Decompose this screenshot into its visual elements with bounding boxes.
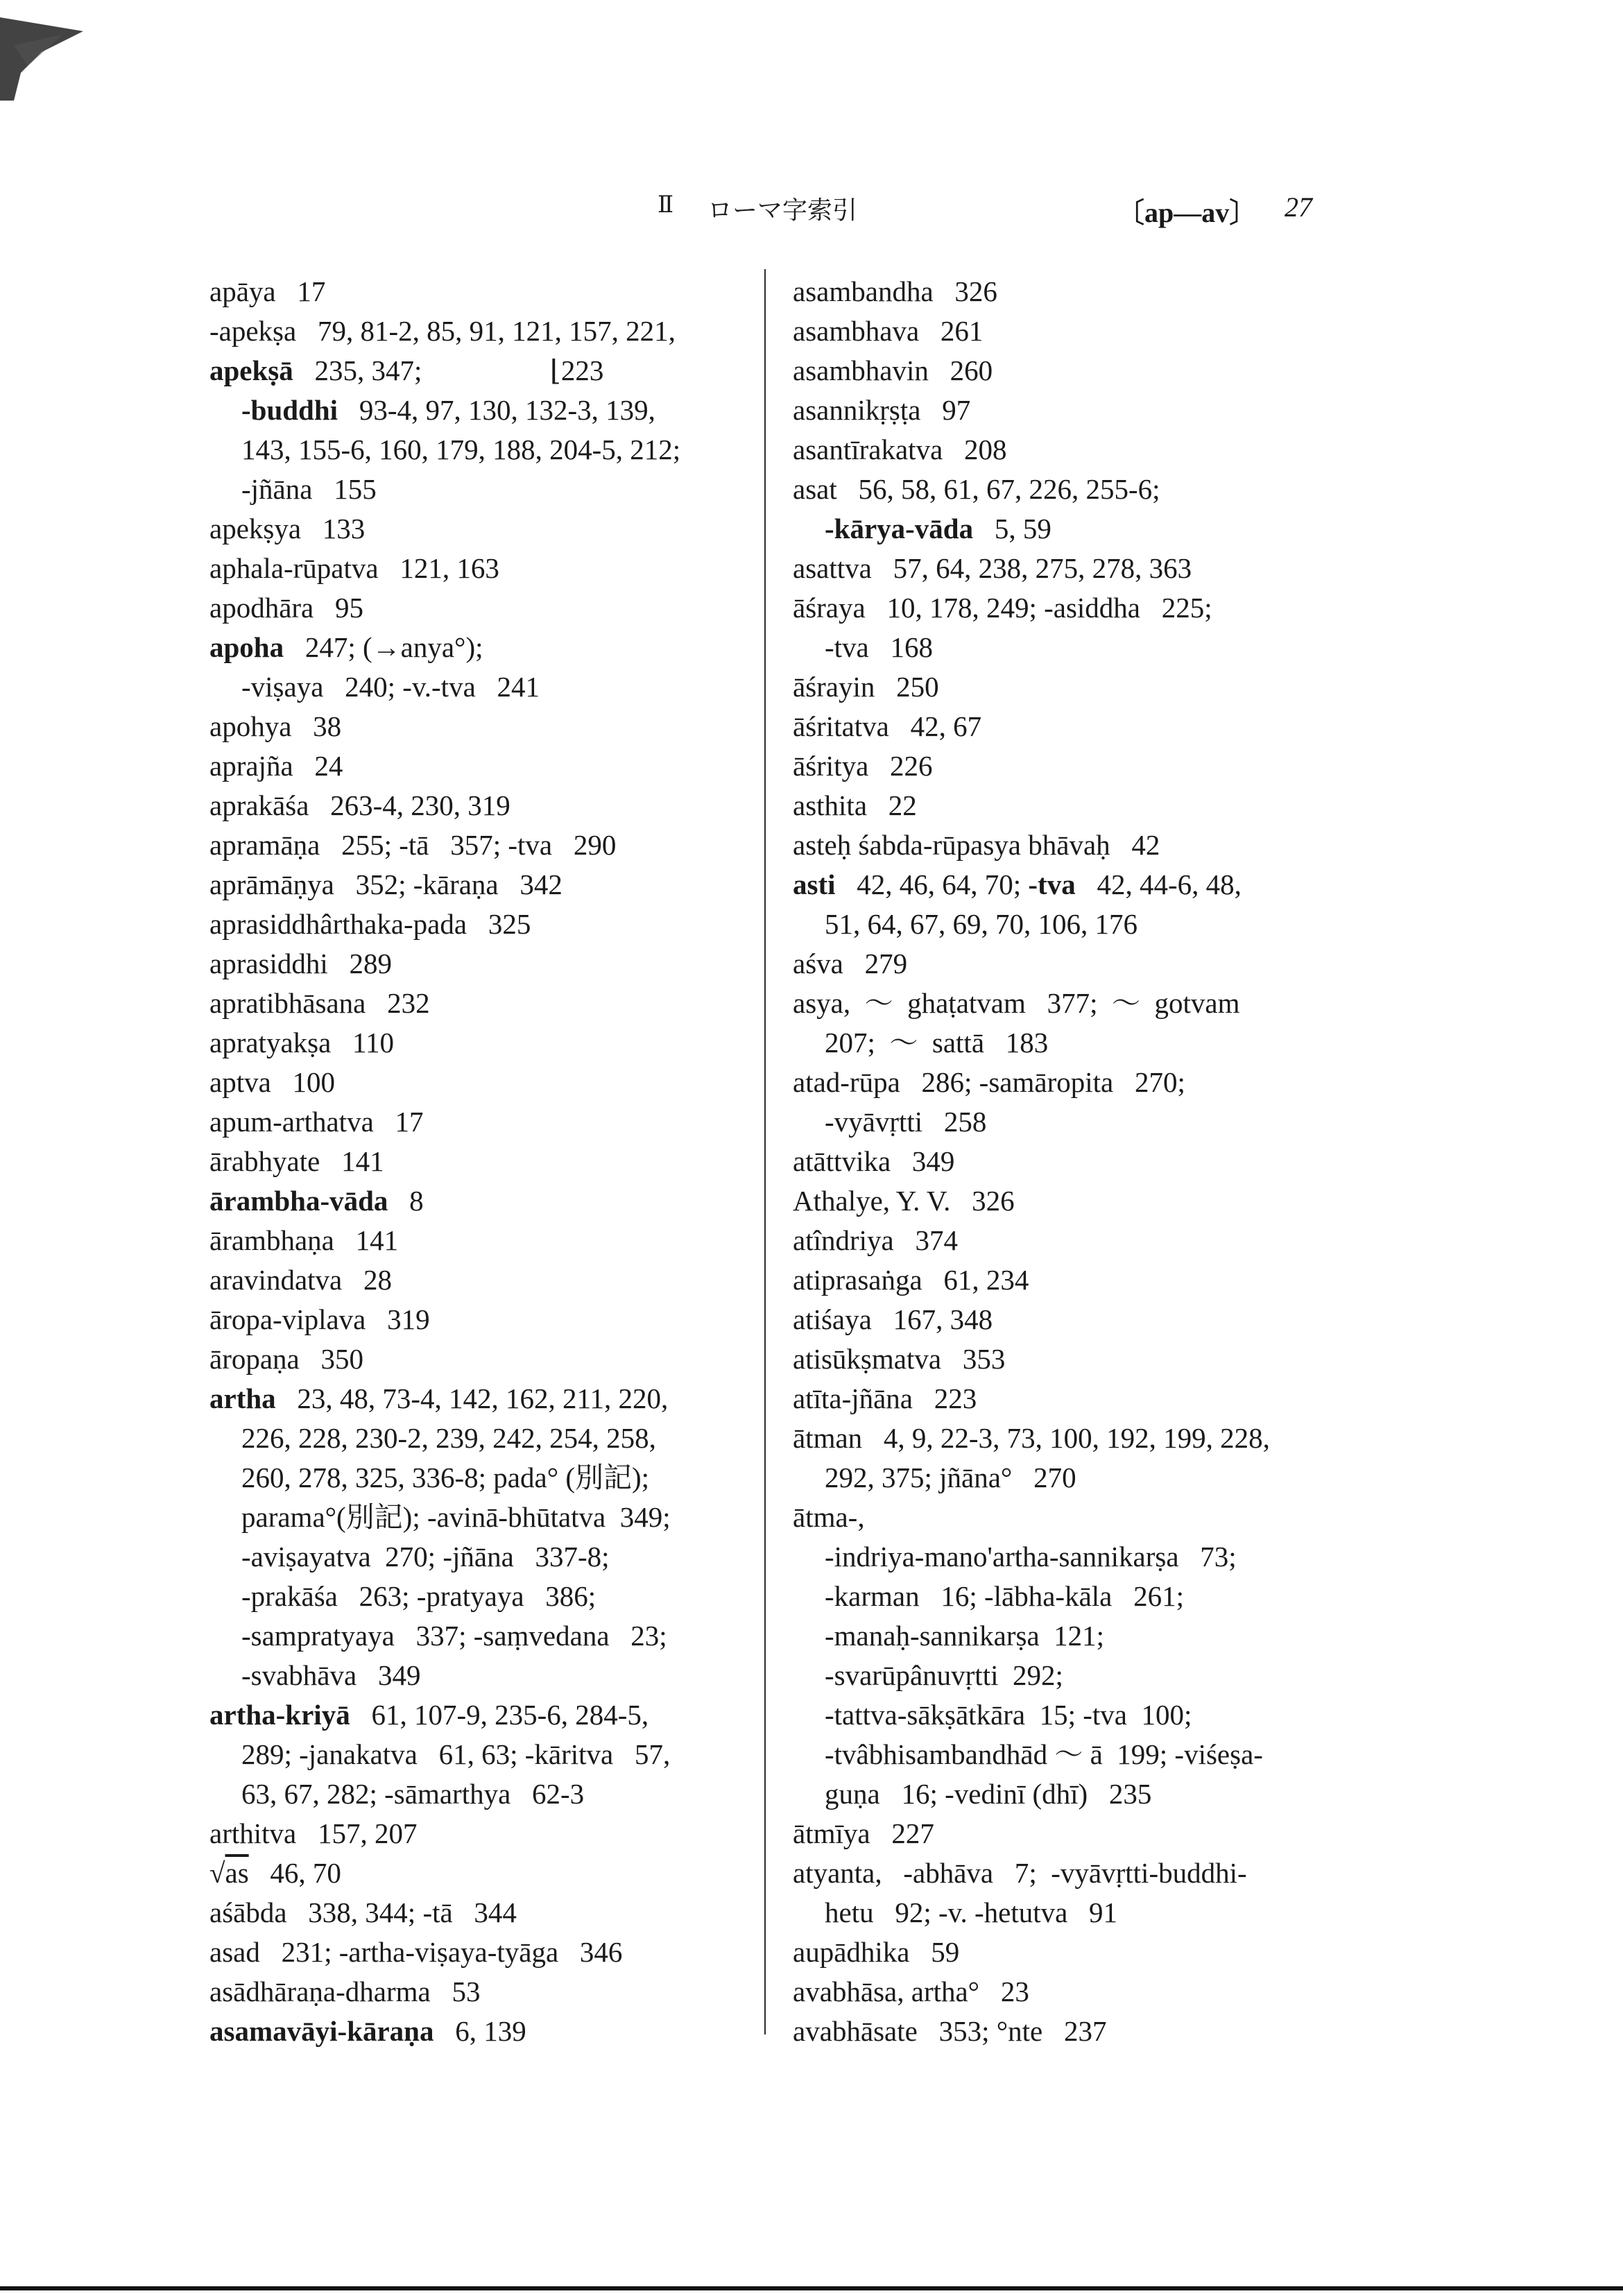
entry-text: asya, ～ ghaṭatvam 377; ～ gotvam xyxy=(793,987,1240,1019)
entry-text: 6, 139 xyxy=(433,2015,526,2047)
entry-text: aptva 100 xyxy=(209,1066,336,1098)
entry-text: -karman 16; -lābha-kāla 261; xyxy=(825,1580,1185,1612)
entry-text: ātma-, xyxy=(793,1501,865,1533)
entry-text: atāttvika 349 xyxy=(793,1145,955,1177)
index-entry-line xyxy=(209,1063,764,1102)
index-entry-line xyxy=(209,1656,764,1695)
index-entry-line xyxy=(793,391,1348,430)
index-entry-line xyxy=(209,509,764,549)
entry-text: atad-rūpa 286; -samāropita 270; xyxy=(793,1066,1185,1098)
entry-text: -manaḥ-sannikarṣa 121; xyxy=(825,1620,1105,1652)
index-entry-line xyxy=(793,351,1348,391)
index-entry-line xyxy=(793,509,1348,549)
entry-text: apāya 17 xyxy=(209,275,326,307)
index-entry-line xyxy=(209,1853,764,1893)
entry-text: asambhava 261 xyxy=(793,315,984,347)
entry-text: -svarūpânuvṛtti 292; xyxy=(825,1659,1063,1691)
index-entry-line xyxy=(793,470,1348,509)
index-entry-line xyxy=(793,905,1348,944)
column-divider xyxy=(764,269,766,2034)
entry-text: 235, 347; ⌊223 xyxy=(293,354,604,386)
index-entry-line xyxy=(209,905,764,944)
header-title: ローマ字索引 xyxy=(707,196,858,225)
entry-text: āśrayin 250 xyxy=(793,671,939,703)
entry-text: -viṣaya 240; -v.-tva 241 xyxy=(241,671,540,703)
entry-text: atyanta, -abhāva 7; -vyāvṛtti-buddhi- xyxy=(793,1857,1247,1889)
entry-text: aupādhika 59 xyxy=(793,1936,960,1968)
index-entry-line xyxy=(793,667,1348,707)
entry-text: aprakāśa 263-4, 230, 319 xyxy=(209,789,510,821)
index-entry-line xyxy=(209,588,764,628)
entry-text: apratibhāsana 232 xyxy=(209,987,430,1019)
entry-text: āropaṇa 350 xyxy=(209,1343,363,1375)
index-entry-line xyxy=(209,786,764,825)
entry-text: 226, 228, 230-2, 239, 242, 254, 258, xyxy=(241,1422,656,1454)
index-entry-line xyxy=(209,746,764,786)
entry-text: ātman 4, 9, 22-3, 73, 100, 192, 199, 228, xyxy=(793,1422,1270,1454)
root-symbol-entry: √as xyxy=(209,1857,249,1889)
entry-text: hetu 92; -v. -hetutva 91 xyxy=(825,1896,1118,1928)
index-entry-line xyxy=(793,1458,1348,1498)
entry-text: 207; ～ sattā 183 xyxy=(825,1027,1049,1059)
entry-text: apohya 38 xyxy=(209,710,342,742)
entry-text: aprasiddhi 289 xyxy=(209,948,393,979)
index-entry-line xyxy=(209,944,764,984)
index-entry-line xyxy=(793,1893,1348,1933)
index-entry-line xyxy=(793,707,1348,746)
index-entry-line xyxy=(209,1972,764,2012)
entry-text: 292, 375; jñāna° 270 xyxy=(825,1462,1076,1493)
header-page-number: 27 xyxy=(1285,191,1312,223)
entry-headword: asamavāyi-kāraṇa xyxy=(209,2015,434,2047)
index-entry-line xyxy=(209,865,764,905)
entry-text: -tvâbhisambandhād ～ ā 199; -viśeṣa- xyxy=(825,1738,1263,1770)
index-entry-line xyxy=(793,1023,1348,1063)
entry-text: -tva 168 xyxy=(825,631,933,663)
index-entry-line xyxy=(209,1260,764,1300)
entry-text: aprāmāṇya 352; -kāraṇa 342 xyxy=(209,868,563,900)
entry-text: asādhāraṇa-dharma 53 xyxy=(209,1976,481,2007)
entry-text: aprasiddhârthaka-pada 325 xyxy=(209,908,531,940)
entry-headword: artha-kriyā xyxy=(209,1699,350,1731)
entry-text: avabhāsa, artha° 23 xyxy=(793,1976,1029,2007)
index-entry-line xyxy=(209,1102,764,1142)
index-entry-line xyxy=(793,2012,1348,2051)
entry-subheadword: -tva xyxy=(1028,868,1076,900)
entry-text: atīta-jñāna 223 xyxy=(793,1382,977,1414)
entry-text: -apekṣa 79, 81-2, 85, 91, 121, 157, 221, xyxy=(209,315,676,347)
index-entry-line xyxy=(209,1221,764,1260)
index-entry-line xyxy=(793,1063,1348,1102)
index-entry-line xyxy=(793,1181,1348,1221)
entry-text: 8 xyxy=(388,1185,424,1217)
index-entry-line xyxy=(209,667,764,707)
scan-bottom-edge xyxy=(0,2286,1623,2290)
entry-text: apum-arthatva 17 xyxy=(209,1106,424,1138)
entry-text: -svabhāva 349 xyxy=(241,1659,421,1691)
index-entry-line xyxy=(793,588,1348,628)
index-entry-line xyxy=(793,1300,1348,1339)
index-entry-line xyxy=(793,1814,1348,1853)
entry-text: āśritatva 42, 67 xyxy=(793,710,982,742)
index-entry-line xyxy=(209,1537,764,1577)
entry-text: -aviṣayatva 270; -jñāna 337-8; xyxy=(241,1541,610,1573)
index-entry-line xyxy=(793,1339,1348,1379)
index-entry-line xyxy=(209,1695,764,1735)
entry-text: ārabhyate 141 xyxy=(209,1145,384,1177)
index-column-left xyxy=(209,272,764,2051)
index-entry-line xyxy=(793,984,1348,1023)
index-entry-line xyxy=(793,430,1348,470)
entry-text: asantīrakatva 208 xyxy=(793,434,1007,465)
entry-text: asad 231; -artha-viṣaya-tyāga 346 xyxy=(209,1936,623,1968)
entry-text: 143, 155-6, 160, 179, 188, 204-5, 212; xyxy=(241,434,681,465)
entry-text: ārambhaṇa 141 xyxy=(209,1224,399,1256)
entry-headword: -kārya-vāda xyxy=(825,513,974,545)
entry-text: guṇa 16; -vedinī (dhī) 235 xyxy=(825,1778,1152,1810)
index-entry-line xyxy=(209,470,764,509)
index-entry-line xyxy=(209,1379,764,1419)
entry-text: 51, 64, 67, 69, 70, 106, 176 xyxy=(825,908,1137,940)
index-entry-line xyxy=(209,1814,764,1853)
entry-text: arthitva 157, 207 xyxy=(209,1817,418,1849)
index-entry-line xyxy=(793,1419,1348,1458)
index-entry-line xyxy=(209,1023,764,1063)
index-entry-line xyxy=(209,984,764,1023)
entry-headword: artha xyxy=(209,1382,276,1414)
page-header xyxy=(0,191,1623,232)
index-entry-line xyxy=(209,391,764,430)
entry-text: 247; (→anya°); xyxy=(284,631,483,663)
index-entry-line xyxy=(793,944,1348,984)
index-entry-line xyxy=(209,1933,764,1972)
index-entry-line xyxy=(793,1142,1348,1181)
entry-text: āropa-viplava 319 xyxy=(209,1303,430,1335)
index-entry-line xyxy=(793,786,1348,825)
entry-text: 93-4, 97, 130, 132-3, 139, xyxy=(338,394,655,426)
entry-text: -vyāvṛtti 258 xyxy=(825,1106,987,1138)
entry-text: apekṣya 133 xyxy=(209,513,366,545)
entry-text: aśva 279 xyxy=(793,948,908,979)
entry-text: parama°(別記); -avinā-bhūtatva 349; xyxy=(241,1501,671,1533)
index-entry-line xyxy=(793,549,1348,588)
entry-text: aprajña 24 xyxy=(209,750,343,782)
entry-text: apodhāra 95 xyxy=(209,592,363,624)
index-entry-line xyxy=(209,2012,764,2051)
index-entry-line xyxy=(209,1458,764,1498)
index-entry-line xyxy=(793,825,1348,865)
entry-text: Athalye, Y. V. 326 xyxy=(793,1185,1015,1217)
index-entry-line xyxy=(793,272,1348,311)
index-entry-line xyxy=(209,628,764,667)
index-entry-line xyxy=(209,1774,764,1814)
index-entry-line xyxy=(793,1221,1348,1260)
index-entry-line xyxy=(209,272,764,311)
index-entry-line xyxy=(793,865,1348,905)
index-entry-line xyxy=(793,1498,1348,1537)
entry-text: asat 56, 58, 61, 67, 226, 255-6; xyxy=(793,473,1160,505)
entry-text: atisūkṣmatva 353 xyxy=(793,1343,1006,1375)
entry-text: asthita 22 xyxy=(793,789,917,821)
index-entry-line xyxy=(793,1260,1348,1300)
entry-text: -jñāna 155 xyxy=(241,473,377,505)
index-entry-line xyxy=(209,1181,764,1221)
entry-text: apratyakṣa 110 xyxy=(209,1027,395,1059)
entry-text: atîndriya 374 xyxy=(793,1224,958,1256)
index-entry-line xyxy=(793,1972,1348,2012)
index-entry-line xyxy=(209,1616,764,1656)
entry-text: asteḥ śabda-rūpasya bhāvaḥ 42 xyxy=(793,829,1160,861)
index-entry-line xyxy=(209,549,764,588)
entry-text: aphala-rūpatva 121, 163 xyxy=(209,552,499,584)
index-entry-line xyxy=(209,1142,764,1181)
index-entry-line xyxy=(209,825,764,865)
index-entry-line xyxy=(793,1577,1348,1616)
entry-text: 63, 67, 282; -sāmarthya 62-3 xyxy=(241,1778,585,1810)
entry-headword: apoha xyxy=(209,631,284,663)
entry-text: ātmīya 227 xyxy=(793,1817,934,1849)
entry-text: asambandha 326 xyxy=(793,275,997,307)
entry-headword: apekṣā xyxy=(209,354,293,386)
index-entry-line xyxy=(793,1695,1348,1735)
index-entry-line xyxy=(209,1893,764,1933)
index-entry-line xyxy=(209,707,764,746)
index-entry-line xyxy=(209,1419,764,1458)
entry-headword: ārambha-vāda xyxy=(209,1185,388,1217)
entry-text: 23, 48, 73-4, 142, 162, 211, 220, xyxy=(275,1382,669,1414)
entry-text: -indriya-mano'artha-sannikarṣa 73; xyxy=(825,1541,1237,1573)
entry-text: 289; -janakatva 61, 63; -kāritva 57, xyxy=(241,1738,671,1770)
entry-text: asattva 57, 64, 238, 275, 278, 363 xyxy=(793,552,1192,584)
index-entry-line xyxy=(793,1102,1348,1142)
index-entry-line xyxy=(793,1656,1348,1695)
index-entry-line xyxy=(209,1735,764,1774)
index-entry-line xyxy=(793,1379,1348,1419)
entry-text: -sampratyaya 337; -saṃvedana 23; xyxy=(241,1620,667,1652)
entry-text: asannikṛṣṭa 97 xyxy=(793,394,971,426)
index-entry-line xyxy=(793,628,1348,667)
index-entry-line xyxy=(793,746,1348,786)
entry-text: aśābda 338, 344; -tā 344 xyxy=(209,1896,517,1928)
index-entry-line xyxy=(793,1774,1348,1814)
entry-text: 5, 59 xyxy=(973,513,1051,545)
index-entry-line xyxy=(209,311,764,351)
index-entry-line xyxy=(209,351,764,391)
index-entry-line xyxy=(793,1537,1348,1577)
index-entry-line xyxy=(793,1616,1348,1656)
entry-text: āśraya 10, 178, 249; -asiddha 225; xyxy=(793,592,1212,624)
entry-text: avabhāsate 353; °nte 237 xyxy=(793,2015,1107,2047)
index-column-right xyxy=(793,272,1348,2051)
index-entry-line xyxy=(793,1933,1348,1972)
index-entry-line xyxy=(793,1735,1348,1774)
entry-text: āśritya 226 xyxy=(793,750,933,782)
entry-text: 260, 278, 325, 336-8; pada° (別記); xyxy=(241,1462,650,1493)
entry-text: apramāṇa 255; -tā 357; -tva 290 xyxy=(209,829,617,861)
index-entry-line xyxy=(209,1339,764,1379)
index-entry-line xyxy=(793,311,1348,351)
index-entry-line xyxy=(209,1300,764,1339)
entry-text: 42, 44-6, 48, xyxy=(1075,868,1242,900)
entry-text: aravindatva 28 xyxy=(209,1264,392,1296)
scan-corner-mark xyxy=(0,17,83,101)
header-section-number: Ⅱ xyxy=(658,191,674,219)
index-entry-line xyxy=(209,1577,764,1616)
index-entry-line xyxy=(209,1498,764,1537)
index-entry-line xyxy=(793,1853,1348,1893)
entry-text: asambhavin 260 xyxy=(793,354,993,386)
entry-headword: -buddhi xyxy=(241,394,338,426)
entry-text: 42, 46, 64, 70; xyxy=(835,868,1029,900)
entry-text: -tattva-sākṣātkāra 15; -tva 100; xyxy=(825,1699,1192,1731)
entry-text: 46, 70 xyxy=(248,1857,341,1889)
entry-headword: asti xyxy=(793,868,836,900)
header-entry-range: 〔ap—av〕 xyxy=(1117,197,1257,228)
entry-text: -prakāśa 263; -pratyaya 386; xyxy=(241,1580,596,1612)
entry-text: atiprasaṅga 61, 234 xyxy=(793,1264,1029,1296)
entry-text: 61, 107-9, 235-6, 284-5, xyxy=(350,1699,649,1731)
index-entry-line xyxy=(209,430,764,470)
entry-text: atiśaya 167, 348 xyxy=(793,1303,993,1335)
